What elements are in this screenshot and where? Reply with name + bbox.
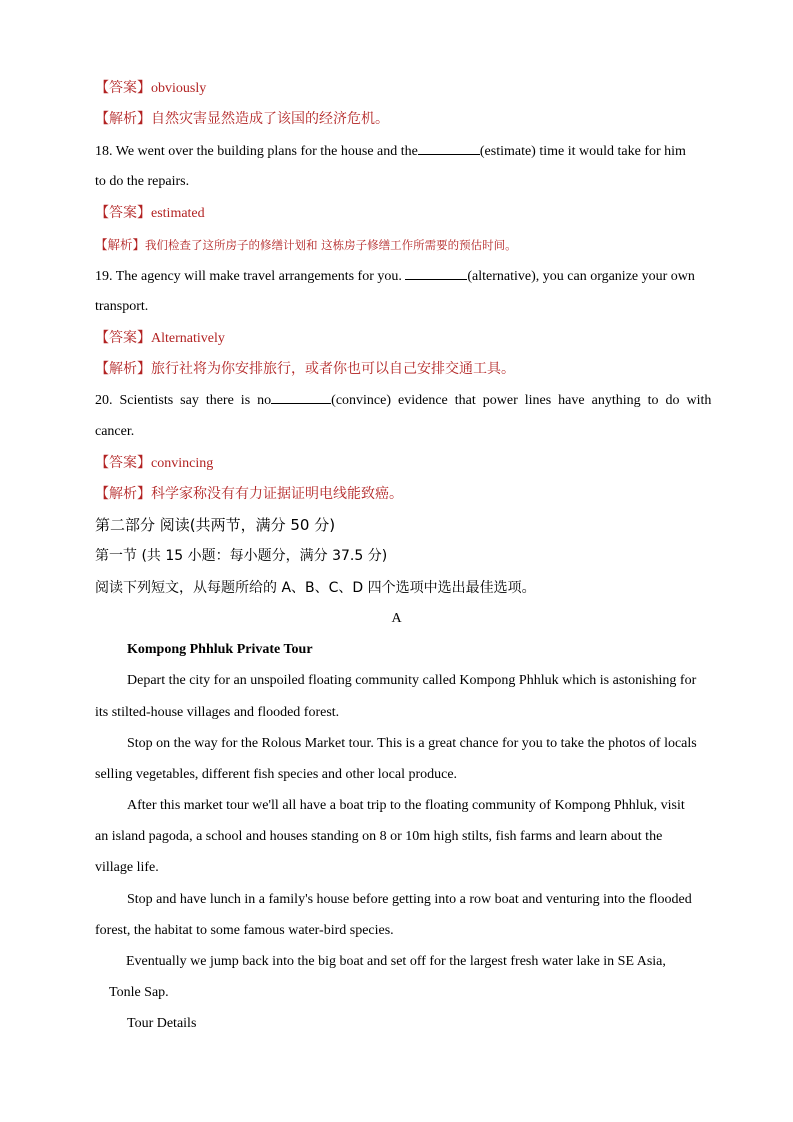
answer-tag: 【答案】	[95, 205, 151, 221]
q18-answer: estimated	[151, 206, 205, 221]
q19-analysis-line	[95, 360, 702, 378]
answer-tag: 【答案】	[95, 455, 151, 471]
q18-stem-b: (estimate) time it would take for him	[479, 144, 686, 159]
q20-blank	[271, 391, 331, 404]
q18-stem-line1	[95, 142, 702, 161]
q17-analysis-line	[95, 110, 702, 128]
q20-analysis-line	[95, 485, 702, 503]
answer-tag: 【答案】	[95, 80, 151, 96]
analysis-tag: 【解析】	[95, 361, 151, 377]
analysis-tag: 【解析】	[95, 237, 146, 252]
q19-stem-line2: transport.	[95, 299, 149, 314]
q20-stem-b: (convince) evidence that power lines have anything to do with	[331, 393, 712, 408]
analysis-tag: 【解析】	[95, 111, 151, 127]
passage-p5-line1: Eventually we jump back into the big boat and set off for the largest fresh water lake in SE Asia,	[126, 954, 666, 969]
q19-answer: Alternatively	[151, 331, 225, 346]
q19-stem-b: (alternative), you can organize your own	[467, 269, 695, 284]
tour-details-heading: Tour Details	[127, 1016, 197, 1031]
q20-stem-a: 20. Scientists say there is no	[95, 393, 272, 408]
part2-title: 第二部分 阅读(共两节，满分 50 分)	[95, 516, 336, 534]
passage-p3-line2: an island pagoda, a school and houses standing on 8 or 10m high stilts, fish farms and learn about the	[95, 829, 663, 844]
q20-stem-line2: cancer.	[95, 424, 135, 439]
q18-analysis: 我们检查了这所房子的修缮计划和 这栋房子修缮工作所需要的预估时间。	[145, 238, 517, 252]
passage-p1-line2: its stilted-house villages and flooded forest.	[95, 705, 340, 720]
q20-answer-line	[95, 454, 702, 473]
q20-stem-line1	[95, 391, 712, 410]
passage-p4-line1: Stop and have lunch in a family's house before getting into a row boat and venturing into the flooded	[127, 892, 692, 907]
passage-p4-line2: forest, the habitat to some famous water-bird species.	[95, 923, 394, 938]
q17-analysis: 自然灾害显然造成了该国的经济危机。	[151, 111, 389, 127]
q19-blank	[405, 267, 467, 280]
q19-stem-line1	[95, 267, 702, 286]
passage-title: Kompong Phhluk Private Tour	[127, 642, 313, 657]
q18-stem-a: 18. We went over the building plans for the house and the	[95, 144, 418, 159]
passage-p2-line2: selling vegetables, different fish species and other local produce.	[95, 767, 458, 782]
q20-analysis: 科学家称没有有力证据证明电线能致癌。	[151, 486, 403, 502]
q20-answer: convincing	[151, 456, 214, 471]
passage-p5-line2: Tonle Sap.	[109, 985, 169, 1000]
q18-blank	[418, 142, 480, 155]
section1-title: 第一节 (共 15 小题：每小题分，满分 37.5 分)	[95, 548, 388, 564]
passage-p2-line1: Stop on the way for the Rolous Market tour. This is a great chance for you to take the photos of locals	[127, 736, 697, 751]
q17-answer: obviously	[151, 81, 207, 96]
passage-p3-line3: village life.	[95, 860, 159, 875]
q19-answer-line	[95, 329, 702, 348]
q19-stem-a: 19. The agency will make travel arrangements for you.	[95, 269, 402, 284]
q18-answer-line	[95, 204, 702, 223]
q18-stem-line2: to do the repairs.	[95, 174, 190, 189]
q18-analysis-line	[95, 236, 702, 254]
passage-letter: A	[391, 611, 402, 626]
analysis-tag: 【解析】	[95, 486, 151, 502]
passage-p3-line1: After this market tour we'll all have a boat trip to the floating community of Kompong Phhluk, visit	[127, 798, 685, 813]
q17-answer-line	[95, 79, 702, 98]
answer-tag: 【答案】	[95, 330, 151, 346]
reading-instruction: 阅读下列短文，从每题所给的 A、B、C、D 四个选项中选出最佳选项。	[95, 580, 536, 596]
passage-p1-line1: Depart the city for an unspoiled floating community called Kompong Phhluk which is astonishing for	[127, 673, 697, 688]
q19-analysis: 旅行社将为你安排旅行，或者你也可以自己安排交通工具。	[151, 361, 515, 377]
